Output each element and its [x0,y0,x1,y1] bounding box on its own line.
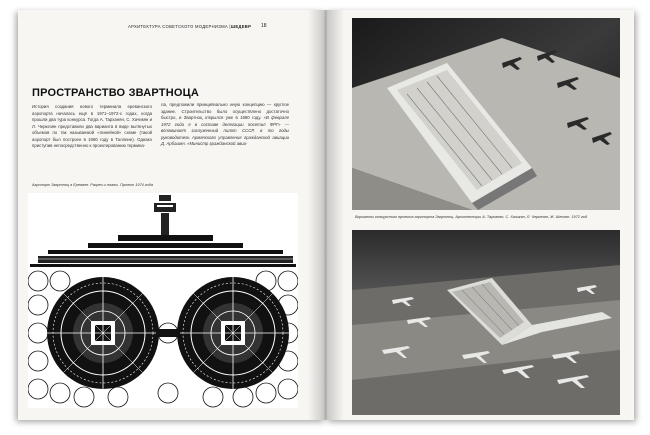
text-column-2 [161,102,289,148]
running-title: АРХИТЕКТУРА СОВЕТСКОГО МОДЕРНИЗМА | [128,24,231,29]
model-photo-bottom [352,230,620,415]
models-caption-text: Варианты конкурсного проекта аэропорта Звартноц. Архитекторы А. Тарханян, С. Хачикян, Л. Черкезян, Ж. Шехлян. 1972 год [355,215,587,219]
running-title-bold: ШЕДЕВР [230,24,252,29]
running-header [128,24,251,29]
column-2-text: ла, предложили принципиально иную концепцию — круглое здание. Строительство было осуществлено достаточно быстро, и Звартноц открылся уже в 1980 году. [161,102,289,120]
article-title: ПРОСТРАНСТВО ЗВАРТНОЦА [32,87,199,99]
plan-caption: Аэропорт Звартноц в Ереване. Разрез и планы. Проект 1974 года [32,183,153,187]
column-2-quote: «В феврале 1972 года я в составе делегации посетил ФРГ» — вспоминает заслуженный пилот СССР, в то годы руководитель Армянского управления гражданской авиации Д. Арбашян. «Министр гражданской авиа- [161,115,289,146]
text-column-1: История создания нового терминала ереванского аэропорта началась ещё в 1971–1972-х годах, когда прошли два тура конкурса. Тогда А. Тарханян, С. Хачикян и Л. Черкезян представили два варианта в виде вытянутых объемов по так называемой «линейной» схеме (такой аэропорт был построен в 1980 году в Таллине). Однако приступив непосредственно к проектированию термина- [32,104,152,148]
left-circular-plan [47,277,159,389]
page-number: 18 [261,23,267,29]
airport-plan-drawing [28,193,298,408]
models-caption [355,215,625,219]
left-page [18,10,326,420]
right-circular-plan [177,277,289,389]
model-photo-top [352,18,620,210]
